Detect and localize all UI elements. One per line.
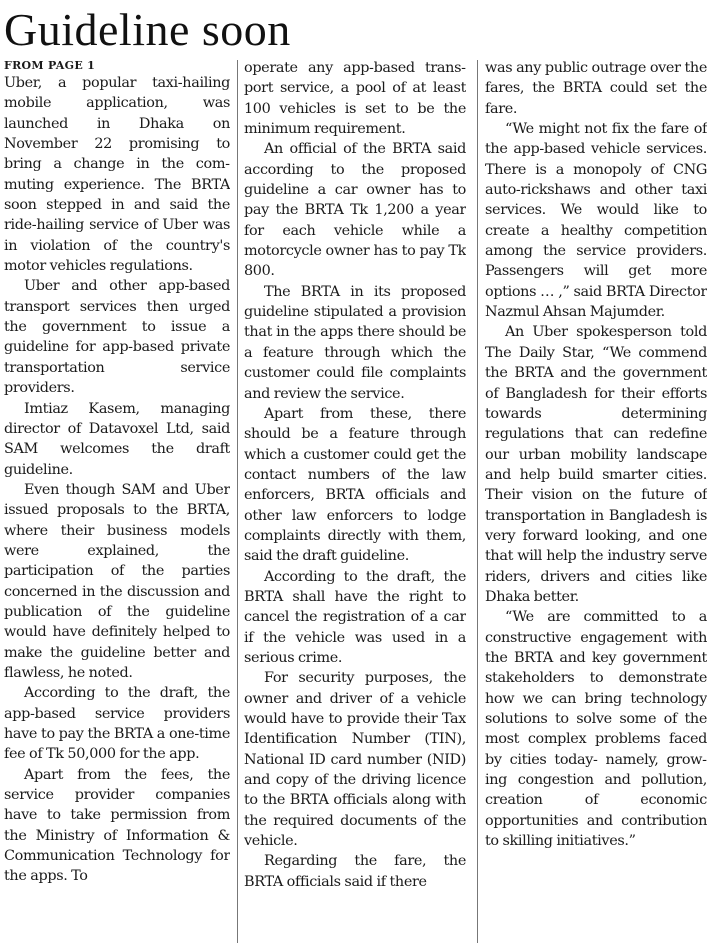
column-divider xyxy=(237,60,238,943)
paragraph: An official of the BRTA said according to the proposed guideline a car owner has to pay the BRTA Tk 1,200 a year for each vehicle while a motorcycle owner has to pay Tk 800. xyxy=(244,141,466,280)
continuation-kicker: FROM PAGE 1 xyxy=(4,59,96,72)
paragraph: Apart from the fees, the service provider companies have to take permission from the Ministry of Information & Communication Technology for the apps. To xyxy=(4,766,230,885)
paragraph: operate any app-based transport service, a pool of at least 100 vehicles is set to be the minimum requirement. xyxy=(244,60,466,138)
paragraph: Regarding the fare, the BRTA officials said if there xyxy=(244,853,466,890)
article-column-1 xyxy=(4,58,230,945)
paragraph: Apart from these, there should be a feature through which a customer could get the contact numbers of the law enforcers, BRTA officials and other law enforcers to lodge complaints directly with them, said the draft guideline. xyxy=(244,405,466,565)
article-column-2 xyxy=(244,58,466,945)
paragraph: “We are committed to a constructive engagement with the BRTA and key government stakeholders to demonstrate how we can bring technology solutions to solve some of the most complex problems faced by cities today- namely, growing congestion and pollution, creation of economic opportunities and contribution to skilling initiatives.” xyxy=(485,609,707,850)
paragraph: Uber, a popular taxi-hailing mobile application, was launched in Dhaka on November 22 promising to bring a change in the commuting experience. The BRTA soon stepped in and said the ride-hailing service of Uber was in violation of the country's motor vehicles regulations. xyxy=(4,75,230,275)
paragraph: Imtiaz Kasem, managing director of Datavoxel Ltd, said SAM welcomes the draft guideline. xyxy=(4,400,230,478)
paragraph: Even though SAM and Uber issued proposals to the BRTA, where their business models were explained, the participation of the parties concerned in the discussion and publication of the guideline would have definitely helped to make the guideline better and flawless, he noted. xyxy=(4,481,230,681)
paragraph: An Uber spokesperson told The Daily Star, “We commend the BRTA and the government of Bangladesh for their efforts towards determining regulations that can redefine our urban mobility landscape and help build smarter cities. Their vision on the future of transportation in Bangladesh is very forward looking, and one that will help the industry serve riders, drivers and cities like Dhaka better. xyxy=(485,324,707,605)
paragraph: “We might not fix the fare of the app-based vehicle services. There is a monopoly of CNG auto-rickshaws and other taxi services. We would like to create a healthy competition among the service providers. Passengers will get more options … ,” said BRTA Director Nazmul Ahsan Majumder. xyxy=(485,121,707,321)
paragraph: For security purposes, the owner and driver of a vehicle would have to provide their Tax Identification Number (TIN), National ID card number (NID) and copy of the driving licence to the BRTA officials along with the required documents of the vehicle. xyxy=(244,670,466,850)
column-divider xyxy=(477,60,478,943)
article-column-3 xyxy=(485,58,707,945)
paragraph: The BRTA in its proposed guideline stipulated a provision that in the apps there should be a feature through which the customer could file complaints and review the service. xyxy=(244,283,466,402)
paragraph: According to the draft, the app-based service providers have to pay the BRTA a one-time fee of Tk 50,000 for the app. xyxy=(4,685,230,763)
paragraph: According to the draft, the BRTA shall have the right to cancel the registration of a car if the vehicle was used in a serious crime. xyxy=(244,568,466,666)
paragraph: Uber and other app-based transport services then urged the government to issue a guideline for app-based private transportation service providers. xyxy=(4,278,230,397)
paragraph: was any public outrage over the fares, the BRTA could set the fare. xyxy=(485,60,707,117)
headline: Guideline soon xyxy=(4,4,291,55)
